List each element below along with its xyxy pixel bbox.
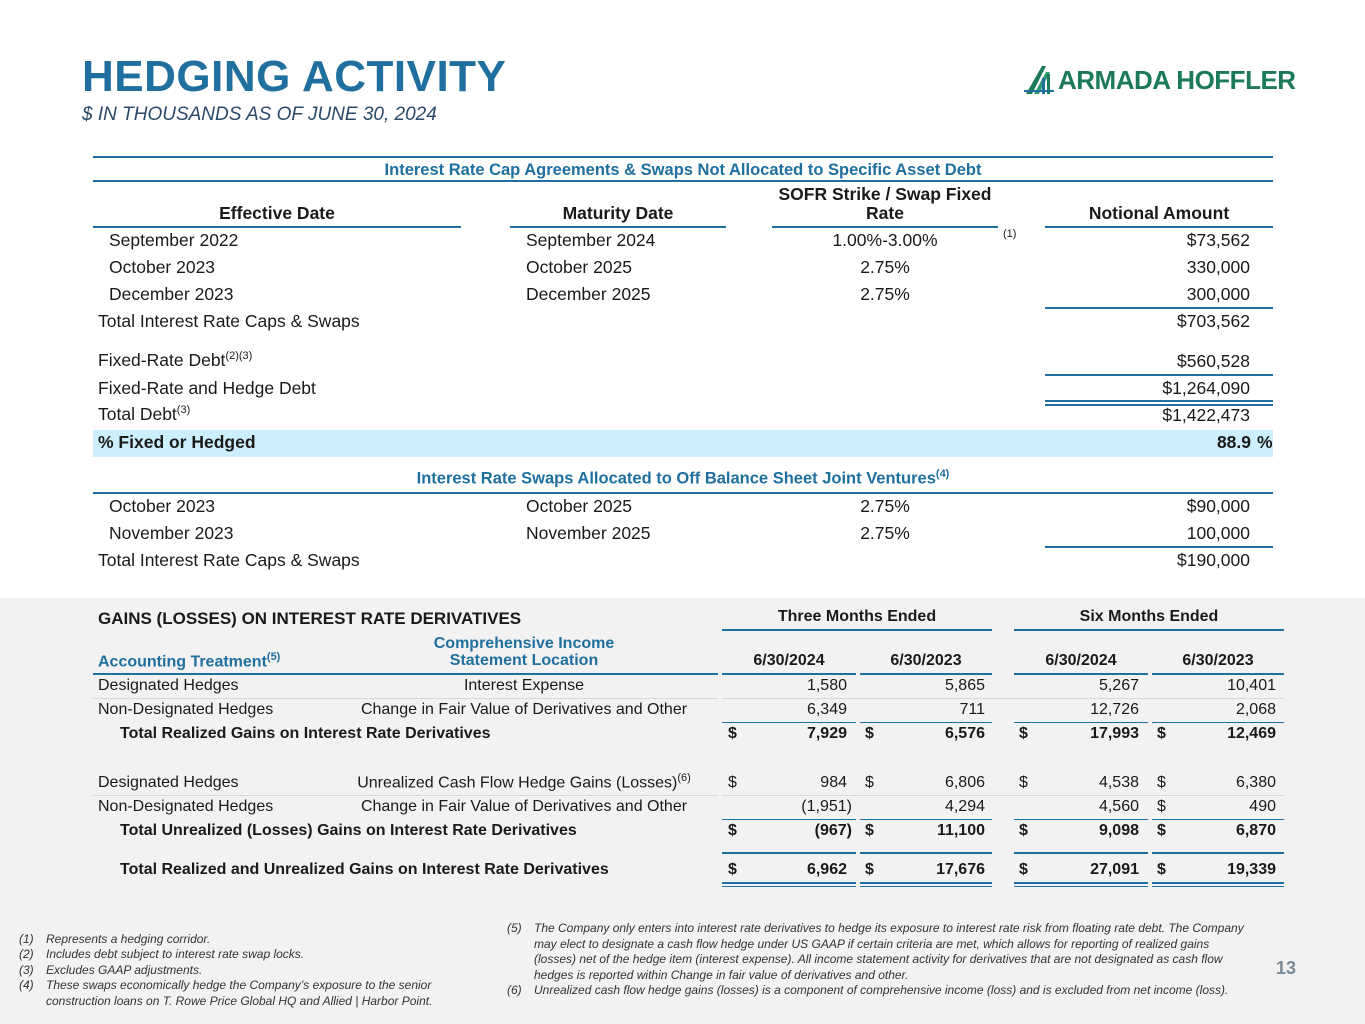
fixed-rate-debt-text: Fixed-Rate Debt xyxy=(98,350,226,370)
value-6m-2024: 5,267 xyxy=(1098,677,1139,694)
footnote-num: (4) xyxy=(19,978,34,992)
subtitle-date: JUNE 30, 2024 xyxy=(307,104,437,125)
footnote xyxy=(507,983,1247,999)
notional: $90,000 xyxy=(1186,496,1250,516)
location xyxy=(330,772,718,792)
dollar-sign: $ xyxy=(1019,725,1028,742)
fixed-rate-debt-sup: (2)(3) xyxy=(225,350,253,363)
jv-total-label: Total Interest Rate Caps & Swaps xyxy=(98,550,360,570)
page-title: HEDGING ACTIVITY xyxy=(82,52,507,101)
rate: 2.75% xyxy=(860,496,910,516)
page-number: 13 xyxy=(1276,958,1297,978)
value-3m-2023: 6,806 xyxy=(944,774,985,791)
col-rate-line2: Rate xyxy=(866,203,904,223)
total-label: Total Unrealized (Losses) Gains on Interest Rate Derivatives xyxy=(120,822,577,839)
pct-fixed-label: % Fixed or Hedged xyxy=(98,432,256,452)
period-6m-2024: 6/30/2024 xyxy=(1045,652,1117,669)
footnote xyxy=(507,921,1247,983)
value-3m-2024: (967) xyxy=(814,822,852,839)
effective-date: October 2023 xyxy=(109,496,216,516)
value-6m-2023: 6,380 xyxy=(1235,774,1276,791)
pct-fixed-value: 88.9 xyxy=(1216,432,1251,452)
col-rate-line1: SOFR Strike / Swap Fixed xyxy=(778,184,992,204)
maturity-date: October 2025 xyxy=(526,496,633,516)
pct-fixed-sign: % xyxy=(1257,432,1273,452)
rate: 2.75% xyxy=(860,257,910,277)
value-6m-2024: 4,560 xyxy=(1098,798,1139,815)
rate: 1.00%-3.00% xyxy=(832,230,938,250)
total-label: Total Realized and Unrealized Gains on Interest Rate Derivatives xyxy=(120,861,609,878)
location: Change in Fair Value of Derivatives and Other xyxy=(360,701,688,718)
total-debt-sup: (3) xyxy=(176,404,191,417)
dollar-sign: $ xyxy=(1157,861,1166,878)
fixed-hedge-debt-value: $1,264,090 xyxy=(1162,378,1250,398)
notional: $73,562 xyxy=(1186,230,1250,250)
page-subtitle xyxy=(82,104,437,126)
caps-section-title: Interest Rate Cap Agreements & Swaps Not Allocated to Specific Asset Debt xyxy=(384,161,982,179)
dollar-sign: $ xyxy=(1019,774,1028,791)
total-debt-value: $1,422,473 xyxy=(1162,405,1250,425)
footnote xyxy=(19,978,479,1009)
value-3m-2023: 17,676 xyxy=(936,861,985,878)
col-maturity-date: Maturity Date xyxy=(562,203,674,223)
footnote-text: Excludes GAAP adjustments. xyxy=(46,963,203,977)
col-notional-amount: Notional Amount xyxy=(1088,203,1230,223)
period-6m-2023: 6/30/2023 xyxy=(1182,652,1254,669)
col-effective-date: Effective Date xyxy=(219,203,335,223)
value-6m-2024: 12,726 xyxy=(1090,701,1139,718)
effective-date: September 2022 xyxy=(109,230,239,250)
subtitle-prefix: $ IN THOUSANDS AS OF xyxy=(82,104,308,125)
rate-footnote-ref: (1) xyxy=(1003,228,1017,240)
six-months-header: Six Months Ended xyxy=(1079,608,1219,625)
col-accounting-treatment xyxy=(98,651,280,671)
fixed-hedge-debt-label: Fixed-Rate and Hedge Debt xyxy=(98,378,316,398)
maturity-date: December 2025 xyxy=(526,284,651,304)
period-3m-2024: 6/30/2024 xyxy=(753,652,825,669)
value-3m-2024: 1,580 xyxy=(806,677,847,694)
dollar-sign: $ xyxy=(865,861,874,878)
dollar-sign: $ xyxy=(1157,798,1166,815)
footnote-text: The Company only enters into interest rate derivatives to hedge its exposure to interest rate risk from floating rate debt. The Company may elect to designate a cash flow hedge under US GAAP if certain criteria are met, which allows for reporting of realized gains (losses) net of the hedge item (interest expense). All income statement activity for derivatives that are not designated as cash flow hedges is reported within Change in fair value of derivatives and other. xyxy=(534,921,1244,982)
three-months-header: Three Months Ended xyxy=(777,608,937,625)
value-3m-2023: 4,294 xyxy=(944,798,985,815)
location: Interest Expense xyxy=(463,677,585,694)
dollar-sign: $ xyxy=(1157,822,1166,839)
dollar-sign: $ xyxy=(728,822,737,839)
value-6m-2023: 19,339 xyxy=(1227,861,1276,878)
value-3m-2023: 5,865 xyxy=(944,677,985,694)
treatment: Non-Designated Hedges xyxy=(98,701,274,718)
rate: 2.75% xyxy=(860,523,910,543)
total-label: Total Realized Gains on Interest Rate Derivatives xyxy=(120,725,491,742)
dollar-sign: $ xyxy=(728,725,737,742)
jv-section-sup: (4) xyxy=(935,468,950,480)
location: Change in Fair Value of Derivatives and Other xyxy=(360,798,688,815)
footnote xyxy=(19,963,479,979)
footnote-text: Unrealized cash flow hedge gains (losses) is a component of comprehensive income (loss) and is excluded from net income (loss). xyxy=(534,983,1229,997)
notional: 300,000 xyxy=(1186,284,1250,304)
dollar-sign: $ xyxy=(728,861,737,878)
footnote xyxy=(19,947,479,963)
gains-title: GAINS (LOSSES) ON INTEREST RATE DERIVATIVES xyxy=(98,609,522,628)
value-3m-2024: 6,349 xyxy=(806,701,847,718)
treatment: Non-Designated Hedges xyxy=(98,798,274,815)
jv-total-value: $190,000 xyxy=(1177,550,1250,570)
dollar-sign: $ xyxy=(865,725,874,742)
value-6m-2024: 4,538 xyxy=(1098,774,1139,791)
footnote-num: (1) xyxy=(19,932,34,946)
caps-total-label: Total Interest Rate Caps & Swaps xyxy=(98,311,360,331)
effective-date: October 2023 xyxy=(109,257,216,277)
location-sup: (6) xyxy=(677,772,691,784)
footnote-text: These swaps economically hedge the Company’s exposure to the senior construction loans on T. Rowe Price Global HQ and Allied | Harbor Point. xyxy=(46,978,433,1008)
notional: 330,000 xyxy=(1186,257,1250,277)
footnote-text: Represents a hedging corridor. xyxy=(46,932,211,946)
rate: 2.75% xyxy=(860,284,910,304)
dollar-sign: $ xyxy=(865,774,874,791)
logo-wordmark: ARMADA HOFFLER xyxy=(1058,64,1296,95)
total-debt-label xyxy=(98,404,190,425)
value-3m-2024: (1,951) xyxy=(801,798,852,815)
total-debt-text: Total Debt xyxy=(98,404,177,424)
location-text: Unrealized Cash Flow Hedge Gains (Losses) xyxy=(357,774,678,792)
value-6m-2023: 2,068 xyxy=(1235,701,1276,718)
armada-hoffler-mark-icon xyxy=(1024,64,1054,96)
footnote xyxy=(19,932,479,948)
col-treatment-text: Accounting Treatment xyxy=(98,653,267,671)
value-3m-2024: 7,929 xyxy=(806,725,847,742)
jv-section-title xyxy=(93,468,1273,489)
value-3m-2024: 984 xyxy=(820,774,847,791)
treatment: Designated Hedges xyxy=(98,774,239,791)
dollar-sign: $ xyxy=(1157,725,1166,742)
caps-total-value: $703,562 xyxy=(1177,311,1250,331)
value-6m-2024: 9,098 xyxy=(1098,822,1139,839)
value-6m-2024: 27,091 xyxy=(1090,861,1139,878)
treatment: Designated Hedges xyxy=(98,677,239,694)
footnote-num: (3) xyxy=(19,963,34,977)
period-3m-2023: 6/30/2023 xyxy=(890,652,962,669)
notional: 100,000 xyxy=(1186,523,1250,543)
col-location-line1: Comprehensive Income xyxy=(433,635,615,652)
footnote-num: (5) xyxy=(507,921,522,935)
maturity-date: November 2025 xyxy=(526,523,651,543)
value-3m-2023: 6,576 xyxy=(944,725,985,742)
value-6m-2024: 17,993 xyxy=(1090,725,1139,742)
fixed-rate-debt-label xyxy=(98,350,252,371)
value-6m-2023: 490 xyxy=(1249,798,1276,815)
dollar-sign: $ xyxy=(728,774,737,791)
value-6m-2023: 12,469 xyxy=(1227,725,1276,742)
dollar-sign: $ xyxy=(1157,774,1166,791)
value-3m-2024: 6,962 xyxy=(806,861,847,878)
value-6m-2023: 6,870 xyxy=(1235,822,1276,839)
effective-date: November 2023 xyxy=(109,523,234,543)
dollar-sign: $ xyxy=(1019,822,1028,839)
dollar-sign: $ xyxy=(865,822,874,839)
maturity-date: September 2024 xyxy=(526,230,656,250)
col-location-line2: Statement Location xyxy=(449,652,599,669)
value-3m-2023: 711 xyxy=(959,701,985,718)
maturity-date: October 2025 xyxy=(526,257,633,277)
col-treatment-sup: (5) xyxy=(266,651,281,663)
jv-section-text: Interest Rate Swaps Allocated to Off Balance Sheet Joint Ventures xyxy=(416,469,936,488)
company-logo xyxy=(1024,64,1296,96)
fixed-rate-debt-value: $560,528 xyxy=(1177,351,1250,371)
effective-date: December 2023 xyxy=(109,284,234,304)
value-3m-2023: 11,100 xyxy=(936,822,985,839)
footnote-num: (2) xyxy=(19,947,34,961)
dollar-sign: $ xyxy=(1019,861,1028,878)
footnote-num: (6) xyxy=(507,983,522,997)
value-6m-2023: 10,401 xyxy=(1227,677,1276,694)
footnote-text: Includes debt subject to interest rate swap locks. xyxy=(46,947,305,961)
